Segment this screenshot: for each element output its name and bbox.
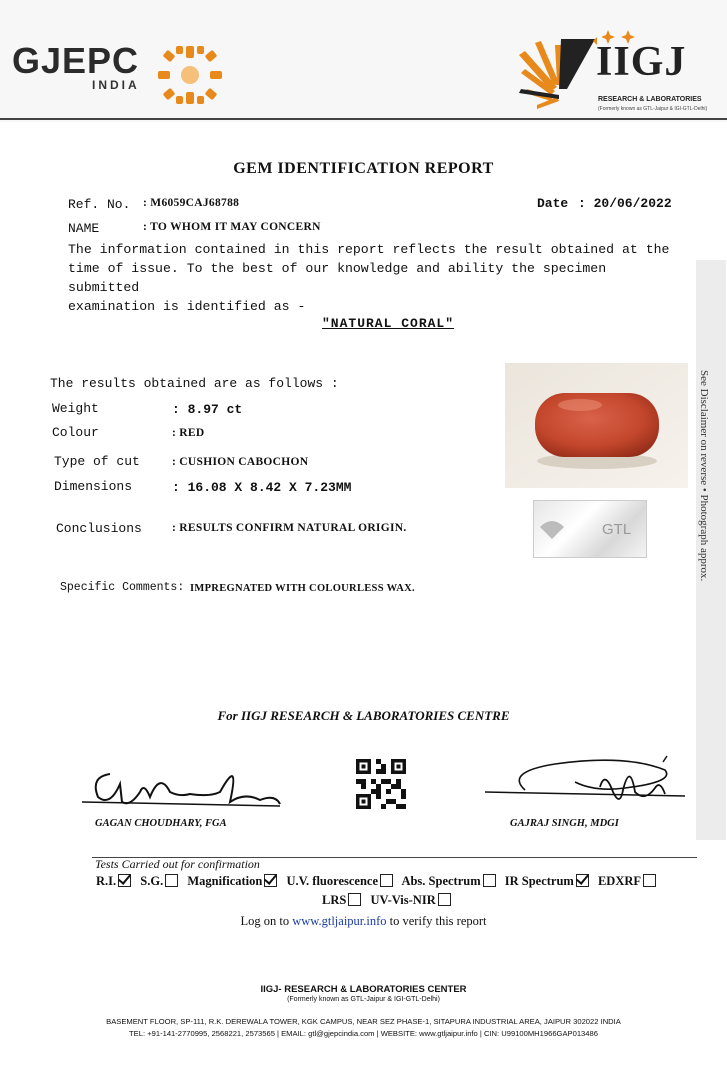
- results-heading: The results obtained are as follows :: [50, 376, 339, 391]
- hologram-emblem-icon: [538, 517, 566, 541]
- comments-value: IMPREGNATED WITH COLOURLESS WAX.: [190, 583, 415, 594]
- dimensions-label: Dimensions: [54, 479, 133, 494]
- hologram-sticker: [533, 500, 647, 558]
- test-uv-label: U.V. fluorescence: [286, 874, 379, 888]
- test-lrs-checkbox[interactable]: [348, 893, 361, 906]
- conclusions-label: Conclusions: [56, 521, 142, 536]
- weight-label: Weight: [52, 401, 99, 416]
- gjepc-logo-text: GJEPC: [12, 40, 140, 81]
- date-value: : 20/06/2022: [578, 196, 672, 211]
- dimensions-value: : 16.08 X 8.42 X 7.23MM: [172, 480, 352, 495]
- test-ir-label: IR Spectrum: [504, 874, 574, 888]
- verify-prefix: Log on to: [240, 914, 290, 928]
- verify-link[interactable]: www.gtljaipur.info: [292, 914, 387, 928]
- lab-centre-title: For IIGJ RESEARCH & LABORATORIES CENTRE: [217, 708, 510, 723]
- conclusions-value: : RESULTS CONFIRM NATURAL ORIGIN.: [172, 522, 407, 534]
- iigj-logo-text: IIGJ: [596, 39, 687, 85]
- iigj-former-name: (Formerly known as GTL-Jaipur & IGI-GTL-Delhi): [598, 106, 708, 112]
- footer-org-name: IIGJ- RESEARCH & LABORATORIES CENTER: [260, 984, 467, 995]
- verify-suffix: to verify this report: [389, 914, 487, 928]
- side-disclaimer: See Disclaimer on reverse • Photograph approx.: [698, 370, 710, 582]
- comments-label: Specific Comments:: [60, 581, 185, 594]
- colour-value: : RED: [172, 427, 205, 439]
- weight-value: : 8.97 ct: [172, 402, 243, 417]
- header-divider: [0, 118, 727, 120]
- tests-row-2: [322, 893, 457, 908]
- gjepc-logo-subtext: INDIA: [92, 78, 140, 92]
- test-ri-checkbox[interactable]: [118, 874, 131, 887]
- qr-code[interactable]: [356, 759, 406, 809]
- test-sg-label: S.G.: [140, 874, 164, 888]
- test-magnification-label: Magnification: [187, 874, 263, 888]
- gjepc-emblem-icon: [152, 44, 228, 106]
- gem-photograph: [505, 363, 688, 488]
- test-ri-label: R.I.: [96, 874, 117, 888]
- tests-title: Tests Carried out for confirmation: [95, 857, 260, 871]
- test-abs-checkbox[interactable]: [483, 874, 496, 887]
- name-value: : TO WHOM IT MAY CONCERN: [143, 221, 321, 233]
- date-label: Date: [537, 196, 569, 211]
- footer-contact: TEL: +91-141-2770995, 2568221, 2573565 | EMAIL: gtl@gjepcindia.com | WEBSITE: www.gtljaipur.info | CIN: U99100MH1966GAP013486: [129, 1029, 598, 1038]
- hologram-text: GTL: [602, 521, 632, 538]
- ref-label: Ref. No.: [68, 197, 131, 212]
- colour-label: Colour: [52, 425, 99, 440]
- test-uv-checkbox[interactable]: [380, 874, 393, 887]
- test-ir-checkbox[interactable]: [576, 874, 589, 887]
- tests-row-1: [96, 874, 662, 889]
- footer-address: BASEMENT FLOOR, SP-111, R.K. DEREWALA TOWER, KGK CAMPUS, NEAR SEZ PHASE-1, SITAPURA INDUSTRIAL AREA, JAIPUR 302022 INDIA: [106, 1017, 621, 1026]
- test-edxrf-checkbox[interactable]: [643, 874, 656, 887]
- qr-code-icon: [356, 759, 406, 809]
- iigj-logo-subtext: RESEARCH & LABORATORIES: [598, 96, 702, 103]
- cut-label: Type of cut: [54, 454, 140, 469]
- name-label: NAME: [68, 221, 100, 236]
- test-magnification-checkbox[interactable]: [264, 874, 277, 887]
- right-signature: [475, 752, 695, 822]
- verify-line: [0, 914, 727, 929]
- test-uvvis-checkbox[interactable]: [438, 893, 451, 906]
- ref-value: : M6059CAJ68788: [143, 197, 240, 209]
- test-abs-label: Abs. Spectrum: [401, 874, 481, 888]
- test-sg-checkbox[interactable]: [165, 874, 178, 887]
- iigj-emblem-icon: [515, 35, 597, 113]
- left-signature: [70, 752, 300, 822]
- footer-formerly: (Formerly known as GTL-Jaipur & IGI-GTL-Delhi): [287, 996, 440, 1003]
- intro-paragraph: The information contained in this report reflects the result obtained at the time of issue. To the best of our knowledge and ability the specimen submitted examination is identified as -: [68, 242, 670, 314]
- test-lrs-label: LRS: [322, 893, 347, 907]
- left-signatory-name: GAGAN CHOUDHARY, FGA: [95, 818, 227, 829]
- identification-result: "NATURAL CORAL": [322, 316, 455, 331]
- test-edxrf-label: EDXRF: [597, 874, 642, 888]
- report-title: GEM IDENTIFICATION REPORT: [233, 160, 494, 177]
- right-signatory-name: GAJRAJ SINGH, MDGI: [510, 818, 619, 829]
- test-uvvis-label: UV-Vis-NIR: [370, 893, 436, 907]
- cut-value: : CUSHION CABOCHON: [172, 456, 309, 468]
